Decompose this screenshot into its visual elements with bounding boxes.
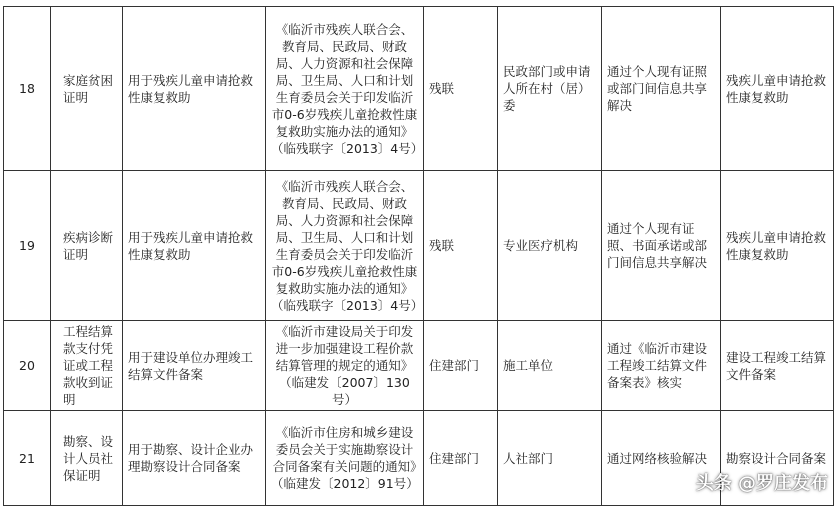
certificate-name: 疾病诊断证明 [51, 171, 123, 321]
certificate-name: 勘察、设计人员社保证明 [51, 411, 123, 506]
matter: 勘察设计合同备案 [721, 411, 834, 506]
cancel-method: 通过个人现有证照、书面承诺或部门间信息共享解决 [602, 171, 721, 321]
certificate-name: 工程结算款支付凭证或工程款收到证明 [51, 321, 123, 411]
purpose: 用于建设单位办理竣工结算文件备案 [123, 321, 266, 411]
row-number: 20 [4, 321, 51, 411]
department: 残联 [424, 7, 498, 171]
cancel-method: 通过《临沂市建设工程竣工结算文件备案表》核实 [602, 321, 721, 411]
watermark: 头条 @罗庄发布 [695, 473, 828, 494]
legal-basis: 《临沂市残疾人联合会、教育局、民政局、财政局、人力资源和社会保障局、卫生局、人口和计划生育委员会关于印发临沂市0-6岁残疾儿童抢救性康复救助实施办法的通知》（临残联字〔2013〕4号） [266, 7, 424, 171]
row-number: 18 [4, 7, 51, 171]
legal-basis: 《临沂市建设局关于印发进一步加强建设工程价款结算管理的规定的通知》（临建发〔2007〕130号） [266, 321, 424, 411]
issuing-body: 人社部门 [498, 411, 602, 506]
legal-basis: 《临沂市残疾人联合会、教育局、民政局、财政局、人力资源和社会保障局、卫生局、人口和计划生育委员会关于印发临沂市0-6岁残疾儿童抢救性康复救助实施办法的通知》（临残联字〔2013〕4号） [266, 171, 424, 321]
department: 残联 [424, 171, 498, 321]
table-row [4, 321, 834, 411]
legal-basis: 《临沂市住房和城乡建设委员会关于实施勘察设计合同备案有关问题的通知》（临建发〔2012〕91号） [266, 411, 424, 506]
certificate-name: 家庭贫困证明 [51, 7, 123, 171]
purpose: 用于残疾儿童申请抢救性康复救助 [123, 171, 266, 321]
purpose: 用于残疾儿童申请抢救性康复救助 [123, 7, 266, 171]
row-number: 21 [4, 411, 51, 506]
certificate-table [3, 6, 834, 506]
table-row [4, 7, 834, 171]
cancel-method: 通过个人现有证照或部门间信息共享解决 [602, 7, 721, 171]
matter: 残疾儿童申请抢救性康复救助 [721, 7, 834, 171]
department: 住建部门 [424, 411, 498, 506]
matter: 残疾儿童申请抢救性康复救助 [721, 171, 834, 321]
matter: 建设工程竣工结算文件备案 [721, 321, 834, 411]
issuing-body: 专业医疗机构 [498, 171, 602, 321]
issuing-body: 民政部门或申请人所在村（居）委 [498, 7, 602, 171]
purpose: 用于勘察、设计企业办理勘察设计合同备案 [123, 411, 266, 506]
cancel-method: 通过网络核验解决 [602, 411, 721, 506]
department: 住建部门 [424, 321, 498, 411]
row-number: 19 [4, 171, 51, 321]
table-row [4, 171, 834, 321]
issuing-body: 施工单位 [498, 321, 602, 411]
